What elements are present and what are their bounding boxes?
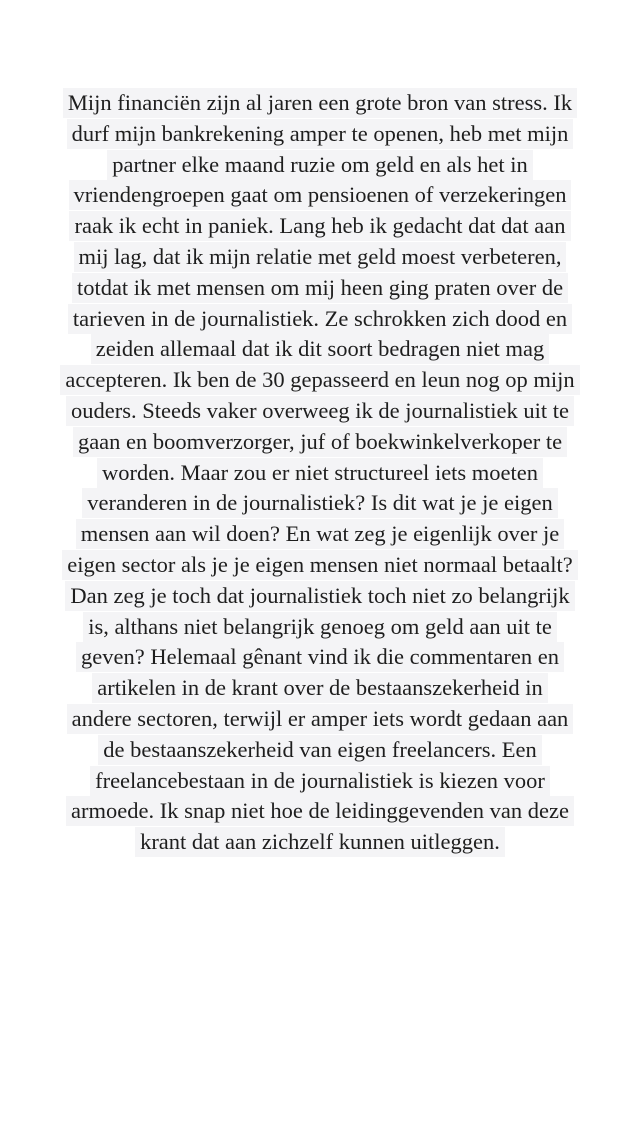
text-line-content: zeiden allemaal dat ik dit soort bedragen niet mag bbox=[91, 334, 550, 364]
text-line-content: armoede. Ik snap niet hoe de leidinggevenden van deze bbox=[66, 796, 574, 826]
text-line bbox=[0, 88, 640, 119]
text-line bbox=[0, 766, 640, 797]
text-line-content: gaan en boomverzorger, juf of boekwinkelverkoper te bbox=[73, 427, 567, 457]
text-line-content: partner elke maand ruzie om geld en als het in bbox=[107, 150, 532, 180]
text-line-content: is, althans niet belangrijk genoeg om geld aan uit te bbox=[83, 612, 557, 642]
text-line bbox=[0, 334, 640, 365]
text-line bbox=[0, 119, 640, 150]
text-line bbox=[0, 150, 640, 181]
text-line bbox=[0, 827, 640, 858]
text-line-content: eigen sector als je je eigen mensen niet normaal betaalt? bbox=[62, 550, 577, 580]
text-line bbox=[0, 427, 640, 458]
text-line-content: de bestaanszekerheid van eigen freelancers. Een bbox=[98, 735, 542, 765]
text-line-content: mensen aan wil doen? En wat zeg je eigenlijk over je bbox=[76, 519, 565, 549]
text-line-content: artikelen in de krant over de bestaanszekerheid in bbox=[92, 673, 547, 703]
text-line-content: veranderen in de journalistiek? Is dit wat je je eigen bbox=[82, 488, 557, 518]
text-line-content: accepteren. Ik ben de 30 gepasseerd en leun nog op mijn bbox=[60, 365, 579, 395]
text-line bbox=[0, 642, 640, 673]
text-line-content: raak ik echt in paniek. Lang heb ik gedacht dat dat aan bbox=[69, 211, 570, 241]
text-line bbox=[0, 365, 640, 396]
text-line-content: ouders. Steeds vaker overweeg ik de journalistiek uit te bbox=[66, 396, 574, 426]
text-line bbox=[0, 796, 640, 827]
text-line-content: durf mijn bankrekening amper te openen, heb met mijn bbox=[67, 119, 574, 149]
text-line bbox=[0, 673, 640, 704]
text-line-content: mij lag, dat ik mijn relatie met geld moest verbeteren, bbox=[74, 242, 567, 272]
text-line bbox=[0, 735, 640, 766]
text-line-content: worden. Maar zou er niet structureel iets moeten bbox=[97, 458, 543, 488]
text-line-content: krant dat aan zichzelf kunnen uitleggen. bbox=[135, 827, 505, 857]
text-line bbox=[0, 550, 640, 581]
text-line-content: freelancebestaan in de journalistiek is kiezen voor bbox=[90, 766, 550, 796]
text-line bbox=[0, 612, 640, 643]
text-line bbox=[0, 180, 640, 211]
text-line bbox=[0, 273, 640, 304]
text-line-content: Mijn financiën zijn al jaren een grote bron van stress. Ik bbox=[63, 88, 577, 118]
text-line-content: vriendengroepen gaat om pensioenen of verzekeringen bbox=[69, 180, 572, 210]
text-line bbox=[0, 704, 640, 735]
text-line bbox=[0, 581, 640, 612]
text-line bbox=[0, 488, 640, 519]
text-line bbox=[0, 242, 640, 273]
text-line-content: geven? Helemaal gênant vind ik die commentaren en bbox=[76, 642, 564, 672]
text-line-content: totdat ik met mensen om mij heen ging praten over de bbox=[72, 273, 568, 303]
story-text bbox=[0, 88, 640, 858]
text-line bbox=[0, 396, 640, 427]
text-line bbox=[0, 519, 640, 550]
text-line bbox=[0, 458, 640, 489]
text-line-content: Dan zeg je toch dat journalistiek toch niet zo belangrijk bbox=[65, 581, 574, 611]
text-line bbox=[0, 211, 640, 242]
text-line bbox=[0, 304, 640, 335]
text-line-content: andere sectoren, terwijl er amper iets wordt gedaan aan bbox=[67, 704, 574, 734]
text-line-content: tarieven in de journalistiek. Ze schrokken zich dood en bbox=[68, 304, 572, 334]
